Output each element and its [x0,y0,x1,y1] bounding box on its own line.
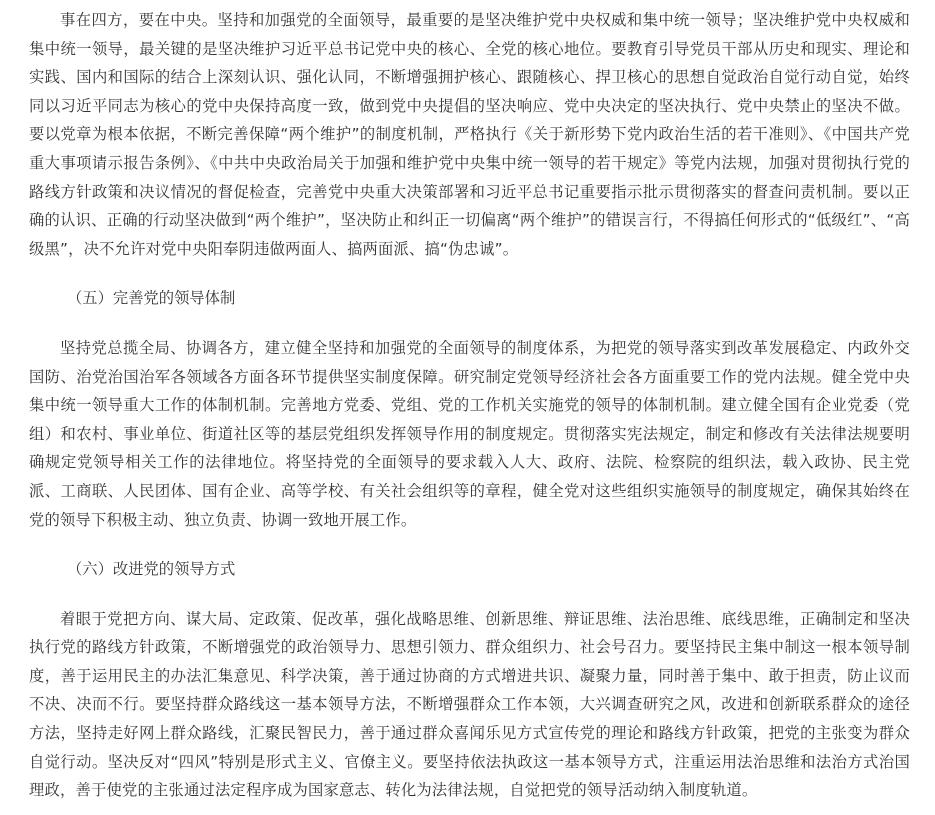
section-heading-6: （六）改进党的领导方式 [67,560,236,579]
section-heading-5: （五）完善党的领导体制 [67,289,236,308]
paragraph-leadership-system: 坚持党总揽全局、协调各方，建立健全坚持和加强党的全面领导的制度体系，为把党的领导落实到改革发展稳定、内政外交国防、治党治国治军各领域各方面各环节提供坚实制度保障。研究制定党领导经济社会各方面重要工作的党内法规。健全党中央集中统一领导重大工作的体制机制。完善地方党委、党组、党的工作机关实施党的领导的体制机制。建立健全国有企业党委（党组）和农村、事业单位、街道社区等的基层党组织发挥领导作用的制度规定。贯彻落实宪法规定，制定和修改有关法律法规要明确规定党领导相关工作的法律地位。将坚持党的全面领导的要求载入人大、政府、法院、检察院的组织法，载入政协、民主党派、工商联、人民团体、国有企业、高等学校、有关社会组织等的章程，健全党对这些组织实施领导的制度规定，确保其始终在党的领导下积极主动、独立负责、协调一致地开展工作。 [29,338,910,529]
paragraph-leadership-methods: 着眼于党把方向、谋大局、定政策、促改革，强化战略思维、创新思维、辩证思维、法治思维、底线思维，正确制定和坚决执行党的路线方针政策，不断增强党的政治领导力、思想引领力、群众组织力、社会号召力。要坚持民主集中制这一根本领导制度，善于运用民主的办法汇集意见、科学决策，善于通过协商的方式增进共识、凝聚力量，同时善于集中、敢于担责，防止议而不决、决而不行。要坚持群众路线这一基本领导方法，不断增强群众工作本领，大兴调查研究之风，改进和创新联系群众的途径方法，坚持走好网上群众路线，汇聚民智民力，善于通过群众喜闻乐见方式宣传党的理论和路线方针政策，把党的主张变为群众自觉行动。坚决反对“四风”特别是形式主义、官僚主义。要坚持依法执政这一基本领导方式，注重运用法治思维和法治方式治国理政，善于使党的主张通过法定程序成为国家意志、转化为法律法规，自觉把党的领导活动纳入制度轨道。 [29,609,910,800]
paragraph-party-central-authority: 事在四方，要在中央。坚持和加强党的全面领导，最重要的是坚决维护党中央权威和集中统一领导；坚决维护党中央权威和集中统一领导，最关键的是坚决维护习近平总书记党中央的核心、全党的核心地位。要教育引导党员干部从历史和现实、理论和实践、国内和国际的结合上深刻认识、强化认同，不断增强拥护核心、跟随核心、捍卫核心的思想自觉政治自觉行动自觉，始终同以习近平同志为核心的党中央保持高度一致，做到党中央提倡的坚决响应、党中央决定的坚决执行、党中央禁止的坚决不做。要以党章为根本依据，不断完善保障“两个维护”的制度机制，严格执行《关于新形势下党内政治生活的若干准则》、《中国共产党重大事项请示报告条例》、《中共中央政治局关于加强和维护党中央集中统一领导的若干规定》等党内法规，加强对贯彻执行党的路线方针政策和决议情况的督促检查，完善党中央重大决策部署和习近平总书记重要指示批示贯彻落实的督查问责机制。要以正确的认识、正确的行动坚决做到“两个维护”，坚决防止和纠正一切偏离“两个维护”的错误言行，不得搞任何形式的“低级红”、“高级黑”，决不允许对党中央阳奉阴违做两面人、搞两面派、搞“伪忠诚”。 [29,11,910,258]
